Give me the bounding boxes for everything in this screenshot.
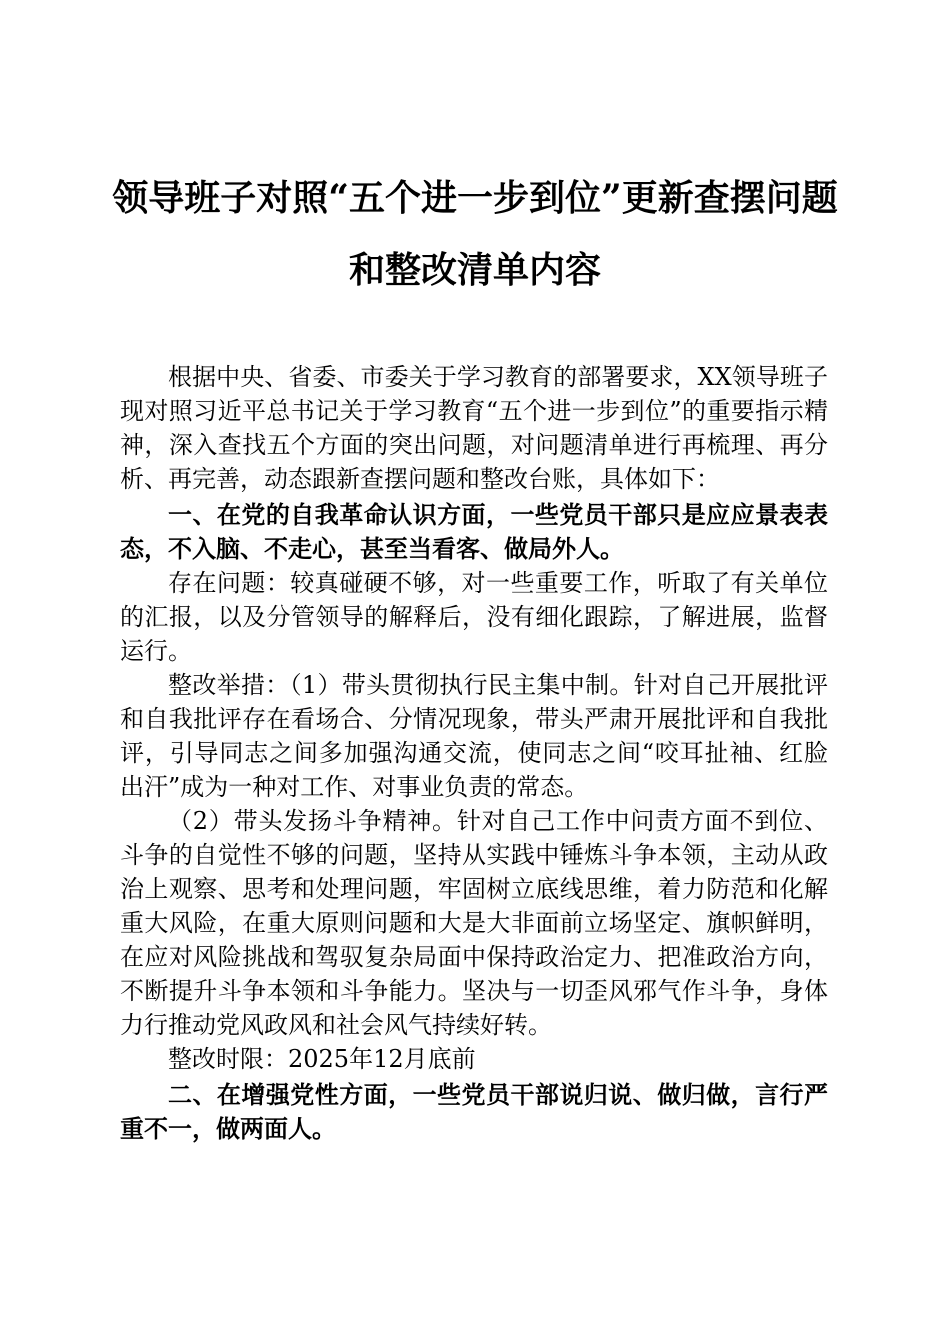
section-heading-2: 二、在增强党性方面，一些党员干部说归说、做归做，言行严重不一，做两面人。 xyxy=(120,1081,828,1143)
section-heading-1: 一、在党的自我革命认识方面，一些党员干部只是应应景表表态，不入脑、不走心，甚至当看客、做局外人。 xyxy=(120,501,828,563)
deadline-paragraph: 整改时限：2025年12月底前 xyxy=(168,1045,476,1073)
document-body xyxy=(120,360,828,1146)
problem-paragraph: 存在问题：较真碰硬不够，对一些重要工作，听取了有关单位的汇报，以及分管领导的解释后，没有细化跟踪，了解进展，监督运行。 xyxy=(120,569,828,665)
document-title: 领导班子对照“五个进一步到位”更新查摆问题和整改清单内容 xyxy=(112,177,838,291)
intro-paragraph: 根据中央、省委、市委关于学习教育的部署要求，XX领导班子现对照习近平总书记关于学习教育“五个进一步到位”的重要指示精神，深入查找五个方面的突出问题，对问题清单进行再梳理、再分析、再完善，动态跟新查摆问题和整改台账，具体如下： xyxy=(120,363,828,493)
measure-paragraph-2: （2）带头发扬斗争精神。针对自己工作中问责方面不到位、斗争的自觉性不够的问题，坚持从实践中锤炼斗争本领，主动从政治上观察、思考和处理问题，牢固树立底线思维，着力防范和化解重大风险，在重大原则问题和大是大非面前立场坚定、旗帜鲜明，在应对风险挑战和驾驭复杂局面中保持政治定力、把准政治方向，不断提升斗争本领和斗争能力。坚决与一切歪风邪气作斗争，身体力行推动党风政风和社会风气持续好转。 xyxy=(120,807,828,1039)
measure-paragraph-1: 整改举措：（1）带头贯彻执行民主集中制。针对自己开展批评和自我批评存在看场合、分情况现象，带头严肃开展批评和自我批评，引导同志之间多加强沟通交流，使同志之间“咬耳扯袖、红脸出汗”成为一种对工作、对事业负责的常态。 xyxy=(120,671,828,801)
